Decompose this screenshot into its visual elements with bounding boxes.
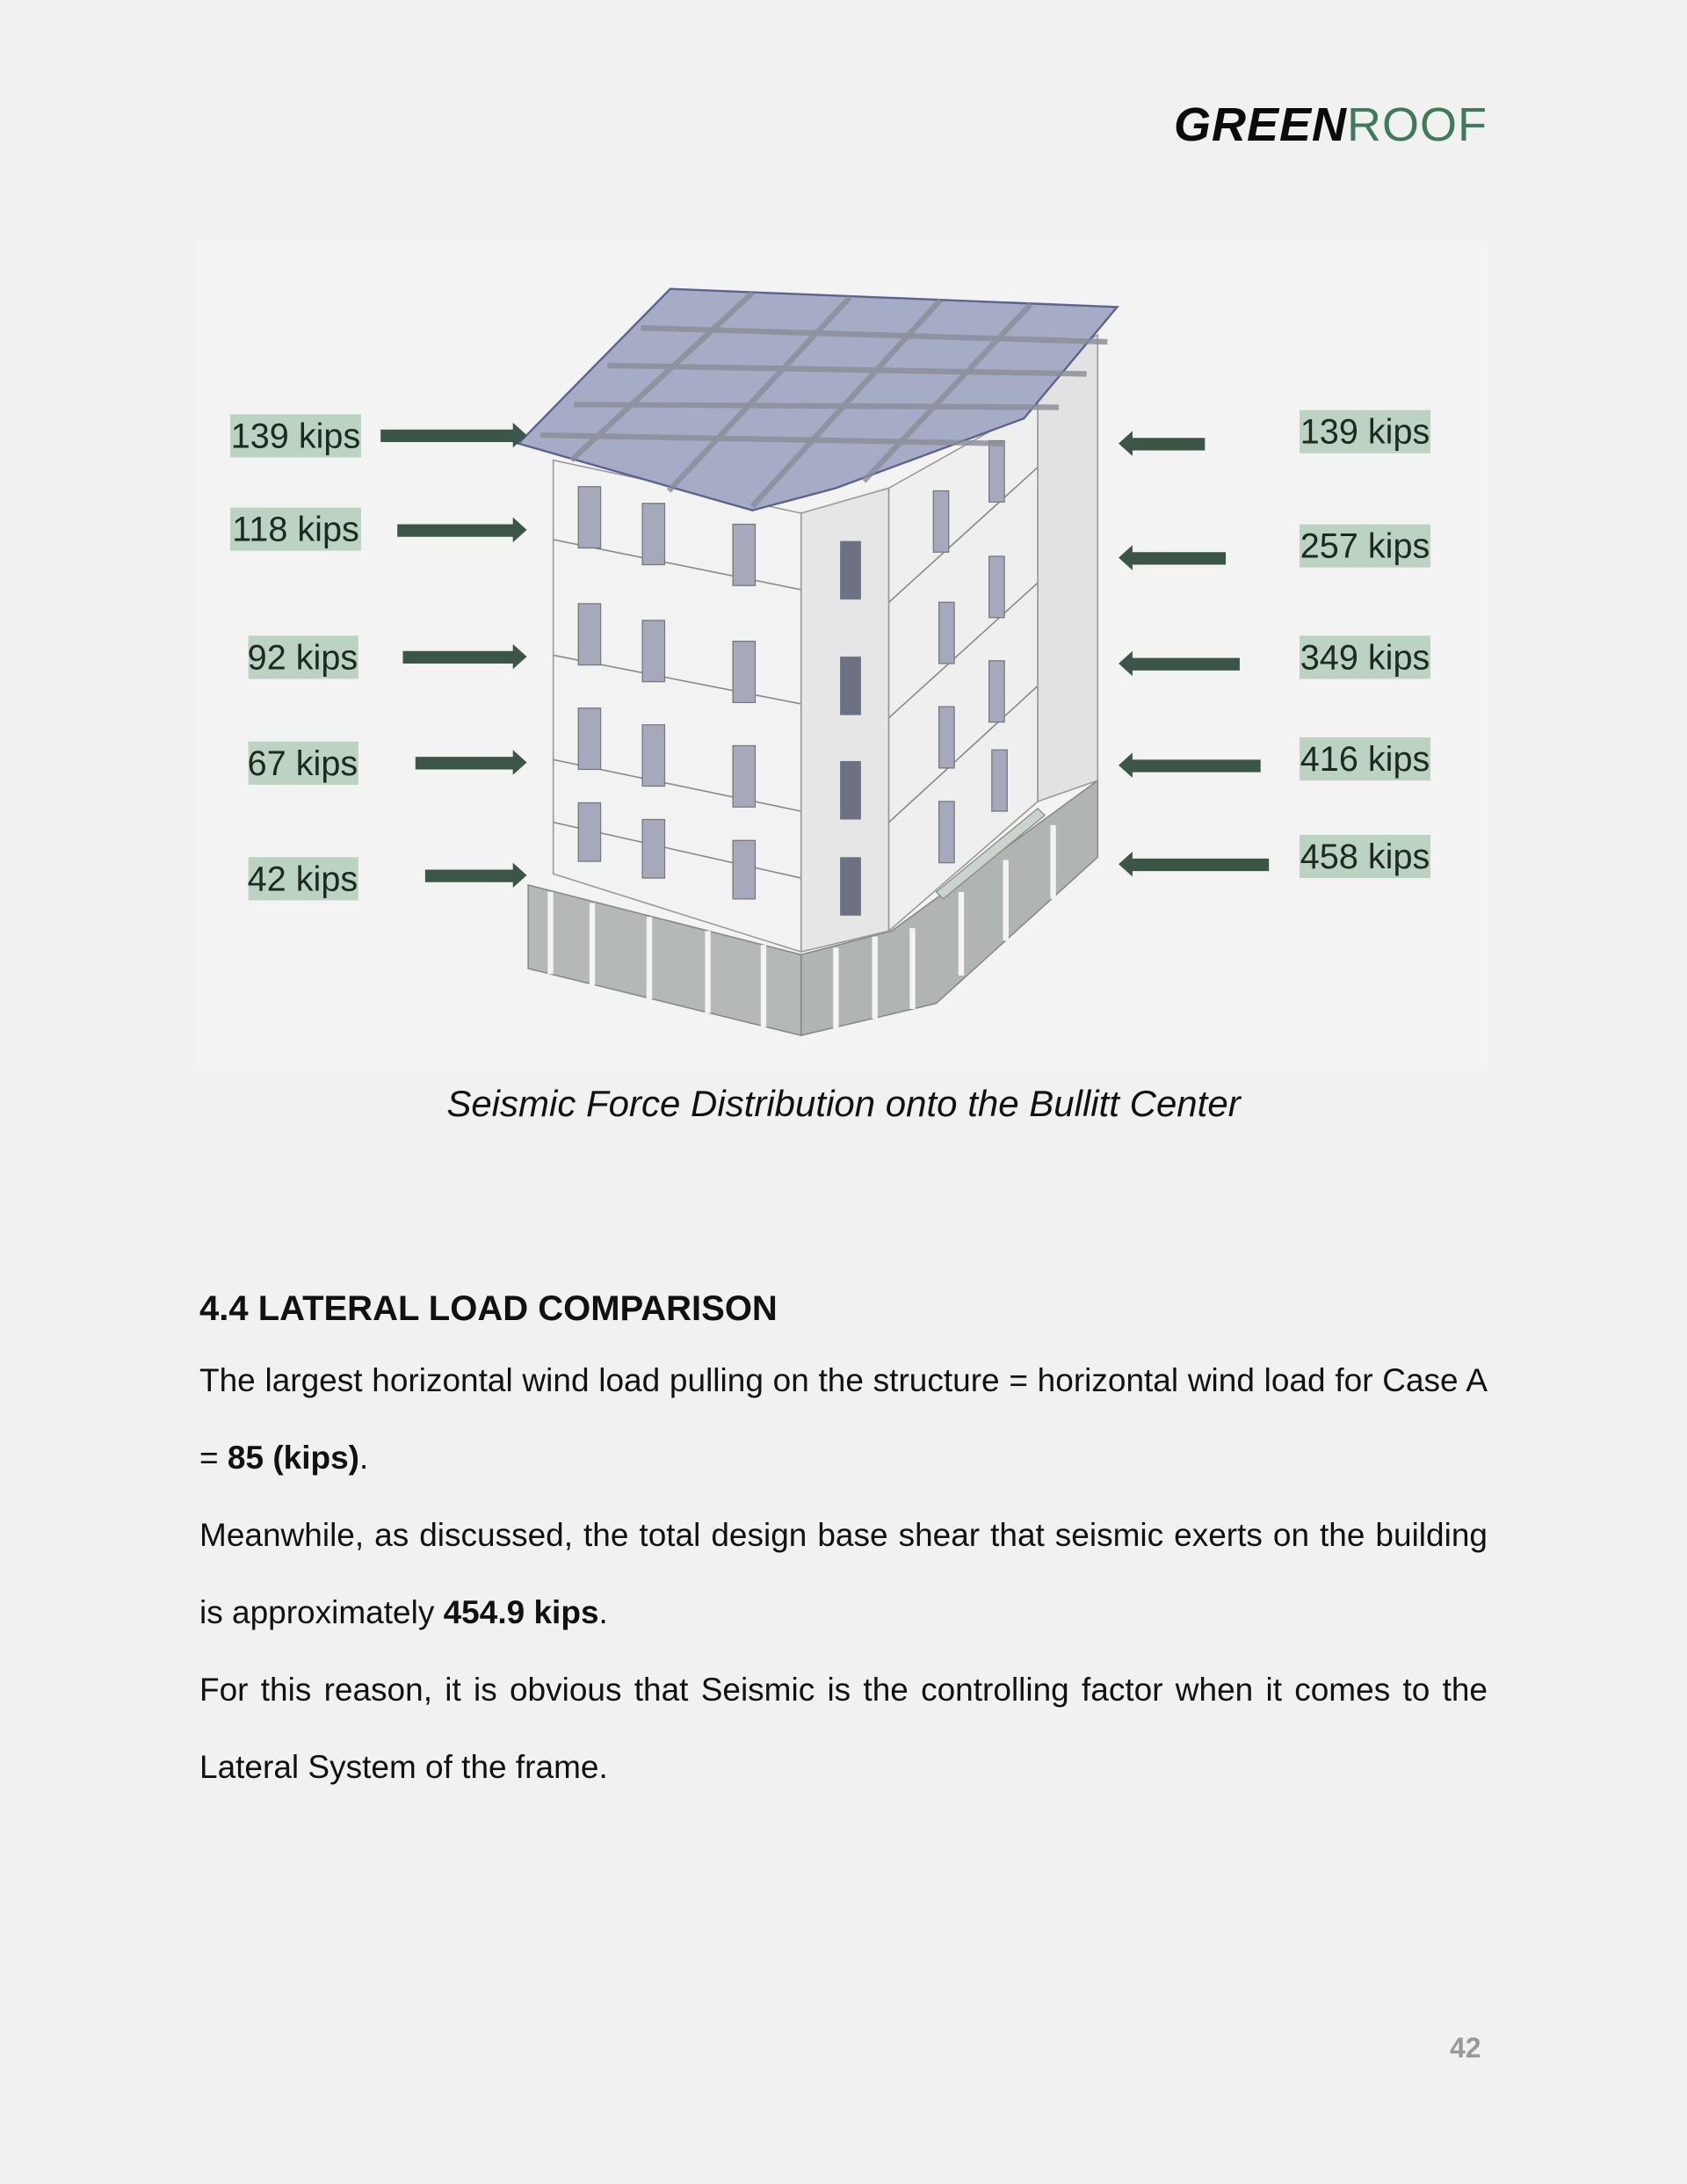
svg-text:67 kips: 67 kips	[247, 744, 358, 783]
arrow-right-icon	[425, 863, 527, 889]
svg-text:349 kips: 349 kips	[1300, 638, 1430, 678]
logo-bold: GREEN	[1173, 98, 1347, 151]
arrow-left-icon	[1119, 651, 1240, 677]
svg-text:118 kips: 118 kips	[232, 510, 359, 549]
arrow-right-icon	[416, 750, 527, 775]
svg-text:458 kips: 458 kips	[1300, 837, 1430, 876]
svg-text:42 kips: 42 kips	[247, 860, 358, 899]
page-number: 42	[1450, 2032, 1481, 2064]
logo-light: ROOF	[1347, 98, 1488, 151]
greenroof-logo	[1174, 98, 1488, 151]
left-force-label-5	[248, 857, 358, 900]
left-force-label-1	[230, 414, 361, 457]
paragraph-1	[199, 1342, 1488, 1497]
arrow-left-icon	[1119, 852, 1269, 877]
figure-caption: Seismic Force Distribution onto the Bullitt Center	[446, 1083, 1241, 1124]
left-force-label-2	[230, 508, 361, 551]
right-force-label-5	[1300, 835, 1430, 878]
section-heading: 4.4 LATERAL LOAD COMPARISON	[199, 1289, 778, 1328]
p1-text: The largest horizontal wind load pulling on the structure = horizontal wind load for Case A =	[199, 1362, 1488, 1476]
seismic-force-figure	[197, 240, 1488, 1070]
right-force-label-1	[1300, 410, 1430, 453]
right-force-label-2	[1300, 525, 1430, 568]
p2-end: .	[598, 1594, 608, 1630]
svg-text:416 kips: 416 kips	[1300, 740, 1430, 780]
section-body	[199, 1342, 1488, 1806]
svg-text:139 kips: 139 kips	[230, 417, 361, 456]
p1-bold: 85 (kips)	[227, 1440, 360, 1476]
building-diagram	[197, 240, 1488, 1070]
arrow-right-icon	[397, 518, 526, 543]
svg-text:257 kips: 257 kips	[1300, 526, 1430, 566]
p2-text: Meanwhile, as discussed, the total design base shear that seismic exerts on the building is approximately	[199, 1517, 1488, 1630]
paragraph-3: For this reason, it is obvious that Seismic is the controlling factor when it comes to the Lateral System of the frame.	[199, 1672, 1488, 1785]
svg-text:92 kips: 92 kips	[247, 638, 358, 678]
arrow-right-icon	[403, 644, 527, 670]
arrow-left-icon	[1119, 431, 1205, 456]
p1-end: .	[359, 1440, 369, 1476]
arrow-left-icon	[1119, 752, 1261, 778]
right-force-label-4	[1300, 737, 1430, 780]
svg-text:139 kips: 139 kips	[1300, 412, 1430, 452]
left-force-label-4	[248, 742, 358, 785]
paragraph-2	[199, 1497, 1488, 1651]
right-force-label-3	[1300, 635, 1430, 678]
arrow-left-icon	[1119, 545, 1226, 570]
p2-bold: 454.9 kips	[443, 1594, 599, 1630]
arrow-right-icon	[380, 423, 526, 448]
left-force-label-3	[248, 635, 358, 678]
